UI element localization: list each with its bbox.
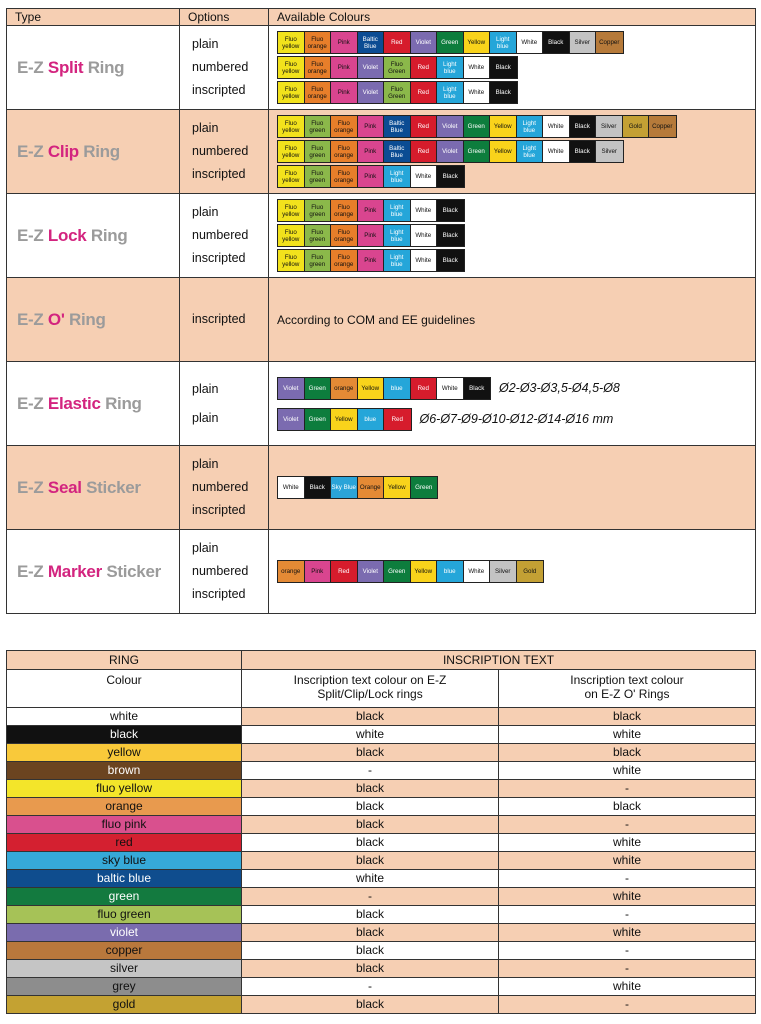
colour-swatch-strip xyxy=(277,408,412,431)
colour-swatch-black: Black xyxy=(570,141,597,162)
colour-swatch-violet: Violet xyxy=(358,57,385,78)
ring-colour-cell: white xyxy=(7,708,242,726)
colour-swatch-fluo-yellow: Fluo yellow xyxy=(278,200,305,221)
o-ring-text-colour: black xyxy=(499,708,756,726)
o-ring-text-colour: - xyxy=(499,960,756,978)
table-row xyxy=(7,816,756,834)
colour-swatch-pink: Pink xyxy=(305,561,332,582)
split-clip-lock-text-colour: - xyxy=(242,888,499,906)
colour-swatch-fluo-yellow: Fluo yellow xyxy=(278,57,305,78)
colour-swatches xyxy=(269,26,756,110)
o-ring-text-colour: black xyxy=(499,744,756,762)
colour-swatch-baltic-blue: Baltic Blue xyxy=(384,141,411,162)
colour-swatch-green: Green xyxy=(411,477,438,498)
colour-swatch-fluo-orange: Fluo orange xyxy=(305,57,332,78)
colour-swatch-fluo-green: Fluo green xyxy=(305,250,332,271)
split-clip-lock-text-colour: black xyxy=(242,924,499,942)
option-label: plain xyxy=(192,121,219,135)
colour-swatches xyxy=(269,362,756,446)
colour-swatch-strip xyxy=(277,140,624,163)
colour-swatch-fluo-green: Fluo green xyxy=(305,225,332,246)
colour-swatch-pink: Pink xyxy=(358,166,385,187)
table-row xyxy=(7,870,756,888)
colour-swatch-fluo-green: Fluo green xyxy=(305,116,332,137)
product-options xyxy=(180,194,269,278)
colour-swatch-white: White xyxy=(411,166,438,187)
colour-swatch-green: Green xyxy=(437,32,464,53)
o-ring-text-colour: white xyxy=(499,834,756,852)
option-label: plain xyxy=(192,410,219,425)
product-options xyxy=(180,26,269,110)
split-clip-lock-text-colour: black xyxy=(242,816,499,834)
colour-swatch-black: Black xyxy=(464,378,491,399)
colour-swatch-orange: orange xyxy=(278,561,305,582)
colour-swatch-violet: Violet xyxy=(358,561,385,582)
product-name: E-Z Split Ring xyxy=(7,26,180,110)
split-clip-lock-text-colour: white xyxy=(242,726,499,744)
colour-swatch-pink: Pink xyxy=(331,57,358,78)
colour-swatch-light-blue: Light blue xyxy=(437,57,464,78)
table-row xyxy=(7,194,756,278)
colour-swatches xyxy=(269,530,756,614)
product-options xyxy=(180,446,269,530)
o-ring-text-colour: white xyxy=(499,762,756,780)
product-name: E-Z Marker Sticker xyxy=(7,530,180,614)
option-label: inscripted xyxy=(192,167,246,181)
colour-swatch-strip xyxy=(277,31,624,54)
split-clip-lock-text-colour: black xyxy=(242,942,499,960)
colour-swatches xyxy=(269,110,756,194)
colour-swatch-red: Red xyxy=(331,561,358,582)
colour-swatch-white: White xyxy=(411,200,438,221)
colour-swatch-light-blue: Light blue xyxy=(384,250,411,271)
colour-swatch-violet: Violet xyxy=(437,116,464,137)
colour-swatch-white: White xyxy=(464,561,491,582)
colour-swatch-pink: Pink xyxy=(358,200,385,221)
colour-swatch-white: White xyxy=(464,57,491,78)
colour-swatch-light-blue: Light blue xyxy=(437,82,464,103)
colour-swatch-yellow: Yellow xyxy=(384,477,411,498)
o-ring-text-colour: white xyxy=(499,888,756,906)
colour-swatch-fluo-green: Fluo green xyxy=(305,141,332,162)
ring-colour-cell: fluo pink xyxy=(7,816,242,834)
colour-swatch-violet: Violet xyxy=(278,409,305,430)
table-row xyxy=(7,924,756,942)
ring-colour-cell: violet xyxy=(7,924,242,942)
table-row xyxy=(7,362,756,446)
colour-swatch-gold: Gold xyxy=(623,116,650,137)
colour-swatch-strip xyxy=(277,377,491,400)
split-clip-lock-text-colour: black xyxy=(242,996,499,1014)
colour-swatch-white: White xyxy=(437,378,464,399)
ring-colour-cell: red xyxy=(7,834,242,852)
colour-swatch-green: Green xyxy=(305,409,332,430)
colour-swatch-light-blue: Light blue xyxy=(384,166,411,187)
colour-swatch-strip xyxy=(277,165,465,188)
ring-colour-cell: black xyxy=(7,726,242,744)
colour-swatch-black: Black xyxy=(437,225,464,246)
table-row xyxy=(7,996,756,1014)
colour-swatch-fluo-orange: Fluo orange xyxy=(331,166,358,187)
header-ring: RING xyxy=(7,651,242,670)
option-label: plain xyxy=(192,457,219,471)
ring-colour-cell: green xyxy=(7,888,242,906)
colour-swatch-fluo-orange: Fluo orange xyxy=(331,250,358,271)
option-label: numbered xyxy=(192,564,249,578)
colour-swatch-red: Red xyxy=(411,141,438,162)
colour-swatch-yellow: Yellow xyxy=(490,116,517,137)
colour-swatch-fluo-orange: Fluo orange xyxy=(331,225,358,246)
ring-colour-cell: fluo yellow xyxy=(7,780,242,798)
colour-swatch-black: Black xyxy=(570,116,597,137)
colour-swatches xyxy=(269,194,756,278)
table-row xyxy=(7,762,756,780)
colour-swatches xyxy=(269,278,756,362)
option-label: numbered xyxy=(192,60,249,74)
o-ring-text-colour: - xyxy=(499,816,756,834)
size-note: Ø6-Ø7-Ø9-Ø10-Ø12-Ø14-Ø16 mm xyxy=(419,412,614,426)
header-options: Options xyxy=(180,9,269,26)
ring-colour-cell: grey xyxy=(7,978,242,996)
colour-swatch-copper: Copper xyxy=(596,32,623,53)
colour-swatch-white: White xyxy=(464,82,491,103)
colour-swatch-white: White xyxy=(543,116,570,137)
o-ring-text-colour: white xyxy=(499,726,756,744)
colour-swatch-red: Red xyxy=(411,378,438,399)
colour-swatch-blue: blue xyxy=(358,409,385,430)
o-ring-text-colour: - xyxy=(499,870,756,888)
colour-swatch-light-blue: Light blue xyxy=(490,32,517,53)
colour-swatch-strip xyxy=(277,224,465,247)
table-header-row xyxy=(7,651,756,670)
guidelines-text: According to COM and EE guidelines xyxy=(277,312,476,327)
colour-swatch-baltic-blue: Baltic Blue xyxy=(384,116,411,137)
colour-swatch-green: Green xyxy=(464,141,491,162)
option-label: inscripted xyxy=(192,251,246,265)
split-clip-lock-text-colour: white xyxy=(242,870,499,888)
colour-swatch-fluo-yellow: Fluo yellow xyxy=(278,32,305,53)
colour-swatch-black: Black xyxy=(490,82,517,103)
o-ring-text-colour: white xyxy=(499,852,756,870)
colour-swatch-violet: Violet xyxy=(278,378,305,399)
split-clip-lock-text-colour: black xyxy=(242,798,499,816)
colour-swatch-copper: Copper xyxy=(649,116,676,137)
product-colour-table xyxy=(6,8,756,614)
colour-swatch-baltic-blue: Baltic Blue xyxy=(358,32,385,53)
colour-swatch-red: Red xyxy=(384,32,411,53)
ring-colour-cell: yellow xyxy=(7,744,242,762)
table-row xyxy=(7,780,756,798)
product-name: E-Z Lock Ring xyxy=(7,194,180,278)
colour-swatch-yellow: Yellow xyxy=(464,32,491,53)
colour-swatch-white: White xyxy=(517,32,544,53)
colour-swatch-pink: Pink xyxy=(331,82,358,103)
ring-colour-cell: copper xyxy=(7,942,242,960)
colour-swatch-fluo-orange: Fluo orange xyxy=(331,200,358,221)
split-clip-lock-text-colour: black xyxy=(242,906,499,924)
header-colour: Colour xyxy=(7,670,242,708)
colour-swatch-yellow: Yellow xyxy=(358,378,385,399)
o-ring-text-colour: - xyxy=(499,942,756,960)
option-label: inscripted xyxy=(192,587,246,601)
colour-swatch-red: Red xyxy=(411,82,438,103)
colour-swatch-pink: Pink xyxy=(358,141,385,162)
table-row xyxy=(7,110,756,194)
option-label: inscripted xyxy=(192,83,246,97)
colour-swatch-yellow: Yellow xyxy=(331,409,358,430)
split-clip-lock-text-colour: - xyxy=(242,978,499,996)
colour-swatch-fluo-yellow: Fluo yellow xyxy=(278,225,305,246)
colour-swatch-silver: Silver xyxy=(490,561,517,582)
colour-swatch-violet: Violet xyxy=(437,141,464,162)
colour-swatch-gold: Gold xyxy=(517,561,544,582)
colour-swatch-light-blue: Light blue xyxy=(517,141,544,162)
option-label: inscripted xyxy=(192,503,246,517)
option-label: numbered xyxy=(192,144,249,158)
table-row xyxy=(7,26,756,110)
inscription-rows xyxy=(7,708,756,1014)
table-header-row xyxy=(7,9,756,26)
colour-swatch-pink: Pink xyxy=(358,225,385,246)
table-row xyxy=(7,708,756,726)
colour-swatch-strip xyxy=(277,199,465,222)
colour-swatch-blue: blue xyxy=(384,378,411,399)
product-name: E-Z O' Ring xyxy=(7,278,180,362)
colour-swatch-red: Red xyxy=(411,57,438,78)
table-row xyxy=(7,852,756,870)
colour-swatch-white: White xyxy=(411,250,438,271)
product-options xyxy=(180,530,269,614)
header-type: Type xyxy=(7,9,180,26)
table-row xyxy=(7,942,756,960)
colour-swatch-green: Green xyxy=(464,116,491,137)
colour-swatch-fluo-yellow: Fluo yellow xyxy=(278,250,305,271)
colour-swatch-fluo-orange: Fluo orange xyxy=(331,116,358,137)
split-clip-lock-text-colour: black xyxy=(242,744,499,762)
o-ring-text-colour: - xyxy=(499,780,756,798)
colour-swatch-fluo-green: Fluo Green xyxy=(384,82,411,103)
table-row xyxy=(7,446,756,530)
colour-swatch-black: Black xyxy=(490,57,517,78)
colour-swatch-fluo-yellow: Fluo yellow xyxy=(278,141,305,162)
colour-swatch-yellow: Yellow xyxy=(411,561,438,582)
colour-swatch-black: Black xyxy=(437,250,464,271)
table-row xyxy=(7,978,756,996)
colour-swatch-violet: Violet xyxy=(358,82,385,103)
colour-swatch-silver: Silver xyxy=(596,141,623,162)
colour-swatch-strip xyxy=(277,249,465,272)
split-clip-lock-text-colour: black xyxy=(242,834,499,852)
ring-colour-cell: silver xyxy=(7,960,242,978)
ring-colour-cell: baltic blue xyxy=(7,870,242,888)
option-label: plain xyxy=(192,205,219,219)
colour-swatch-light-blue: Light blue xyxy=(517,116,544,137)
table-row xyxy=(7,960,756,978)
ring-colour-cell: orange xyxy=(7,798,242,816)
colour-swatch-white: White xyxy=(278,477,305,498)
o-ring-text-colour: white xyxy=(499,924,756,942)
option-label: numbered xyxy=(192,480,249,494)
colour-swatch-fluo-green: Fluo green xyxy=(305,200,332,221)
colour-swatch-strip xyxy=(277,476,438,499)
table-row xyxy=(7,798,756,816)
colour-swatch-pink: Pink xyxy=(331,32,358,53)
colour-swatch-fluo-yellow: Fluo yellow xyxy=(278,82,305,103)
split-clip-lock-text-colour: black xyxy=(242,780,499,798)
split-clip-lock-text-colour: black xyxy=(242,708,499,726)
colour-swatch-pink: Pink xyxy=(358,116,385,137)
product-name: E-Z Elastic Ring xyxy=(7,362,180,446)
ring-colour-cell: gold xyxy=(7,996,242,1014)
colour-swatch-green: Green xyxy=(305,378,332,399)
colour-swatch-black: Black xyxy=(543,32,570,53)
colour-swatch-sky-blue: Sky Blue xyxy=(331,477,358,498)
colour-swatch-white: White xyxy=(411,225,438,246)
table-subheader-row xyxy=(7,670,756,708)
ring-colour-cell: brown xyxy=(7,762,242,780)
table-row xyxy=(7,278,756,362)
colour-swatch-fluo-orange: Fluo orange xyxy=(331,141,358,162)
colour-swatch-blue: blue xyxy=(437,561,464,582)
table-row xyxy=(7,834,756,852)
o-ring-text-colour: white xyxy=(499,978,756,996)
colour-swatch-black: Black xyxy=(437,200,464,221)
colour-swatch-strip xyxy=(277,115,677,138)
colour-swatch-black: Black xyxy=(305,477,332,498)
colour-swatch-fluo-yellow: Fluo yellow xyxy=(278,116,305,137)
split-clip-lock-text-colour: black xyxy=(242,852,499,870)
colour-swatch-pink: Pink xyxy=(358,250,385,271)
table-row xyxy=(7,530,756,614)
colour-swatch-light-blue: Light blue xyxy=(384,200,411,221)
inscription-colour-table xyxy=(6,650,756,1014)
colour-swatch-fluo-green: Fluo Green xyxy=(384,57,411,78)
colour-swatch-orange: Orange xyxy=(358,477,385,498)
colour-swatch-strip xyxy=(277,81,518,104)
size-note: Ø2-Ø3-Ø3,5-Ø4,5-Ø8 xyxy=(499,381,620,395)
option-label: plain xyxy=(192,541,219,555)
colour-swatch-light-blue: Light blue xyxy=(384,225,411,246)
ring-colour-cell: fluo green xyxy=(7,906,242,924)
product-name: E-Z Seal Sticker xyxy=(7,446,180,530)
colour-swatch-orange: orange xyxy=(331,378,358,399)
product-options xyxy=(180,278,269,362)
option-label: plain xyxy=(192,37,219,51)
colour-swatch-violet: Violet xyxy=(411,32,438,53)
split-clip-lock-text-colour: black xyxy=(242,960,499,978)
o-ring-text-colour: - xyxy=(499,906,756,924)
colour-swatch-strip xyxy=(277,560,544,583)
product-options xyxy=(180,110,269,194)
colour-swatch-fluo-green: Fluo green xyxy=(305,166,332,187)
o-ring-text-colour: - xyxy=(499,996,756,1014)
table-row xyxy=(7,906,756,924)
colour-swatch-strip xyxy=(277,56,518,79)
colour-swatch-silver: Silver xyxy=(570,32,597,53)
colour-swatch-green: Green xyxy=(384,561,411,582)
colour-swatch-fluo-yellow: Fluo yellow xyxy=(278,166,305,187)
option-label: plain xyxy=(192,381,219,396)
colour-swatch-silver: Silver xyxy=(596,116,623,137)
header-colours: Available Colours xyxy=(269,9,756,26)
product-options xyxy=(180,362,269,446)
split-clip-lock-text-colour: - xyxy=(242,762,499,780)
colour-swatch-fluo-orange: Fluo orange xyxy=(305,32,332,53)
colour-swatch-white: White xyxy=(543,141,570,162)
table-row xyxy=(7,888,756,906)
o-ring-text-colour: black xyxy=(499,798,756,816)
header-o-rings: Inscription text colour on E-Z O' Rings xyxy=(499,670,756,708)
colour-swatch-black: Black xyxy=(437,166,464,187)
colour-swatch-fluo-orange: Fluo orange xyxy=(305,82,332,103)
ring-colour-cell: sky blue xyxy=(7,852,242,870)
header-inscription-text: INSCRIPTION TEXT xyxy=(242,651,756,670)
colour-swatch-yellow: Yellow xyxy=(490,141,517,162)
table-row xyxy=(7,744,756,762)
product-name: E-Z Clip Ring xyxy=(7,110,180,194)
option-label: numbered xyxy=(192,228,249,242)
colour-swatches xyxy=(269,446,756,530)
colour-swatch-red: Red xyxy=(384,409,411,430)
option-label: inscripted xyxy=(192,312,246,326)
header-split-clip-lock: Inscription text colour on E-Z Split/Clip/Lock rings xyxy=(242,670,499,708)
colour-swatch-red: Red xyxy=(411,116,438,137)
table-row xyxy=(7,726,756,744)
